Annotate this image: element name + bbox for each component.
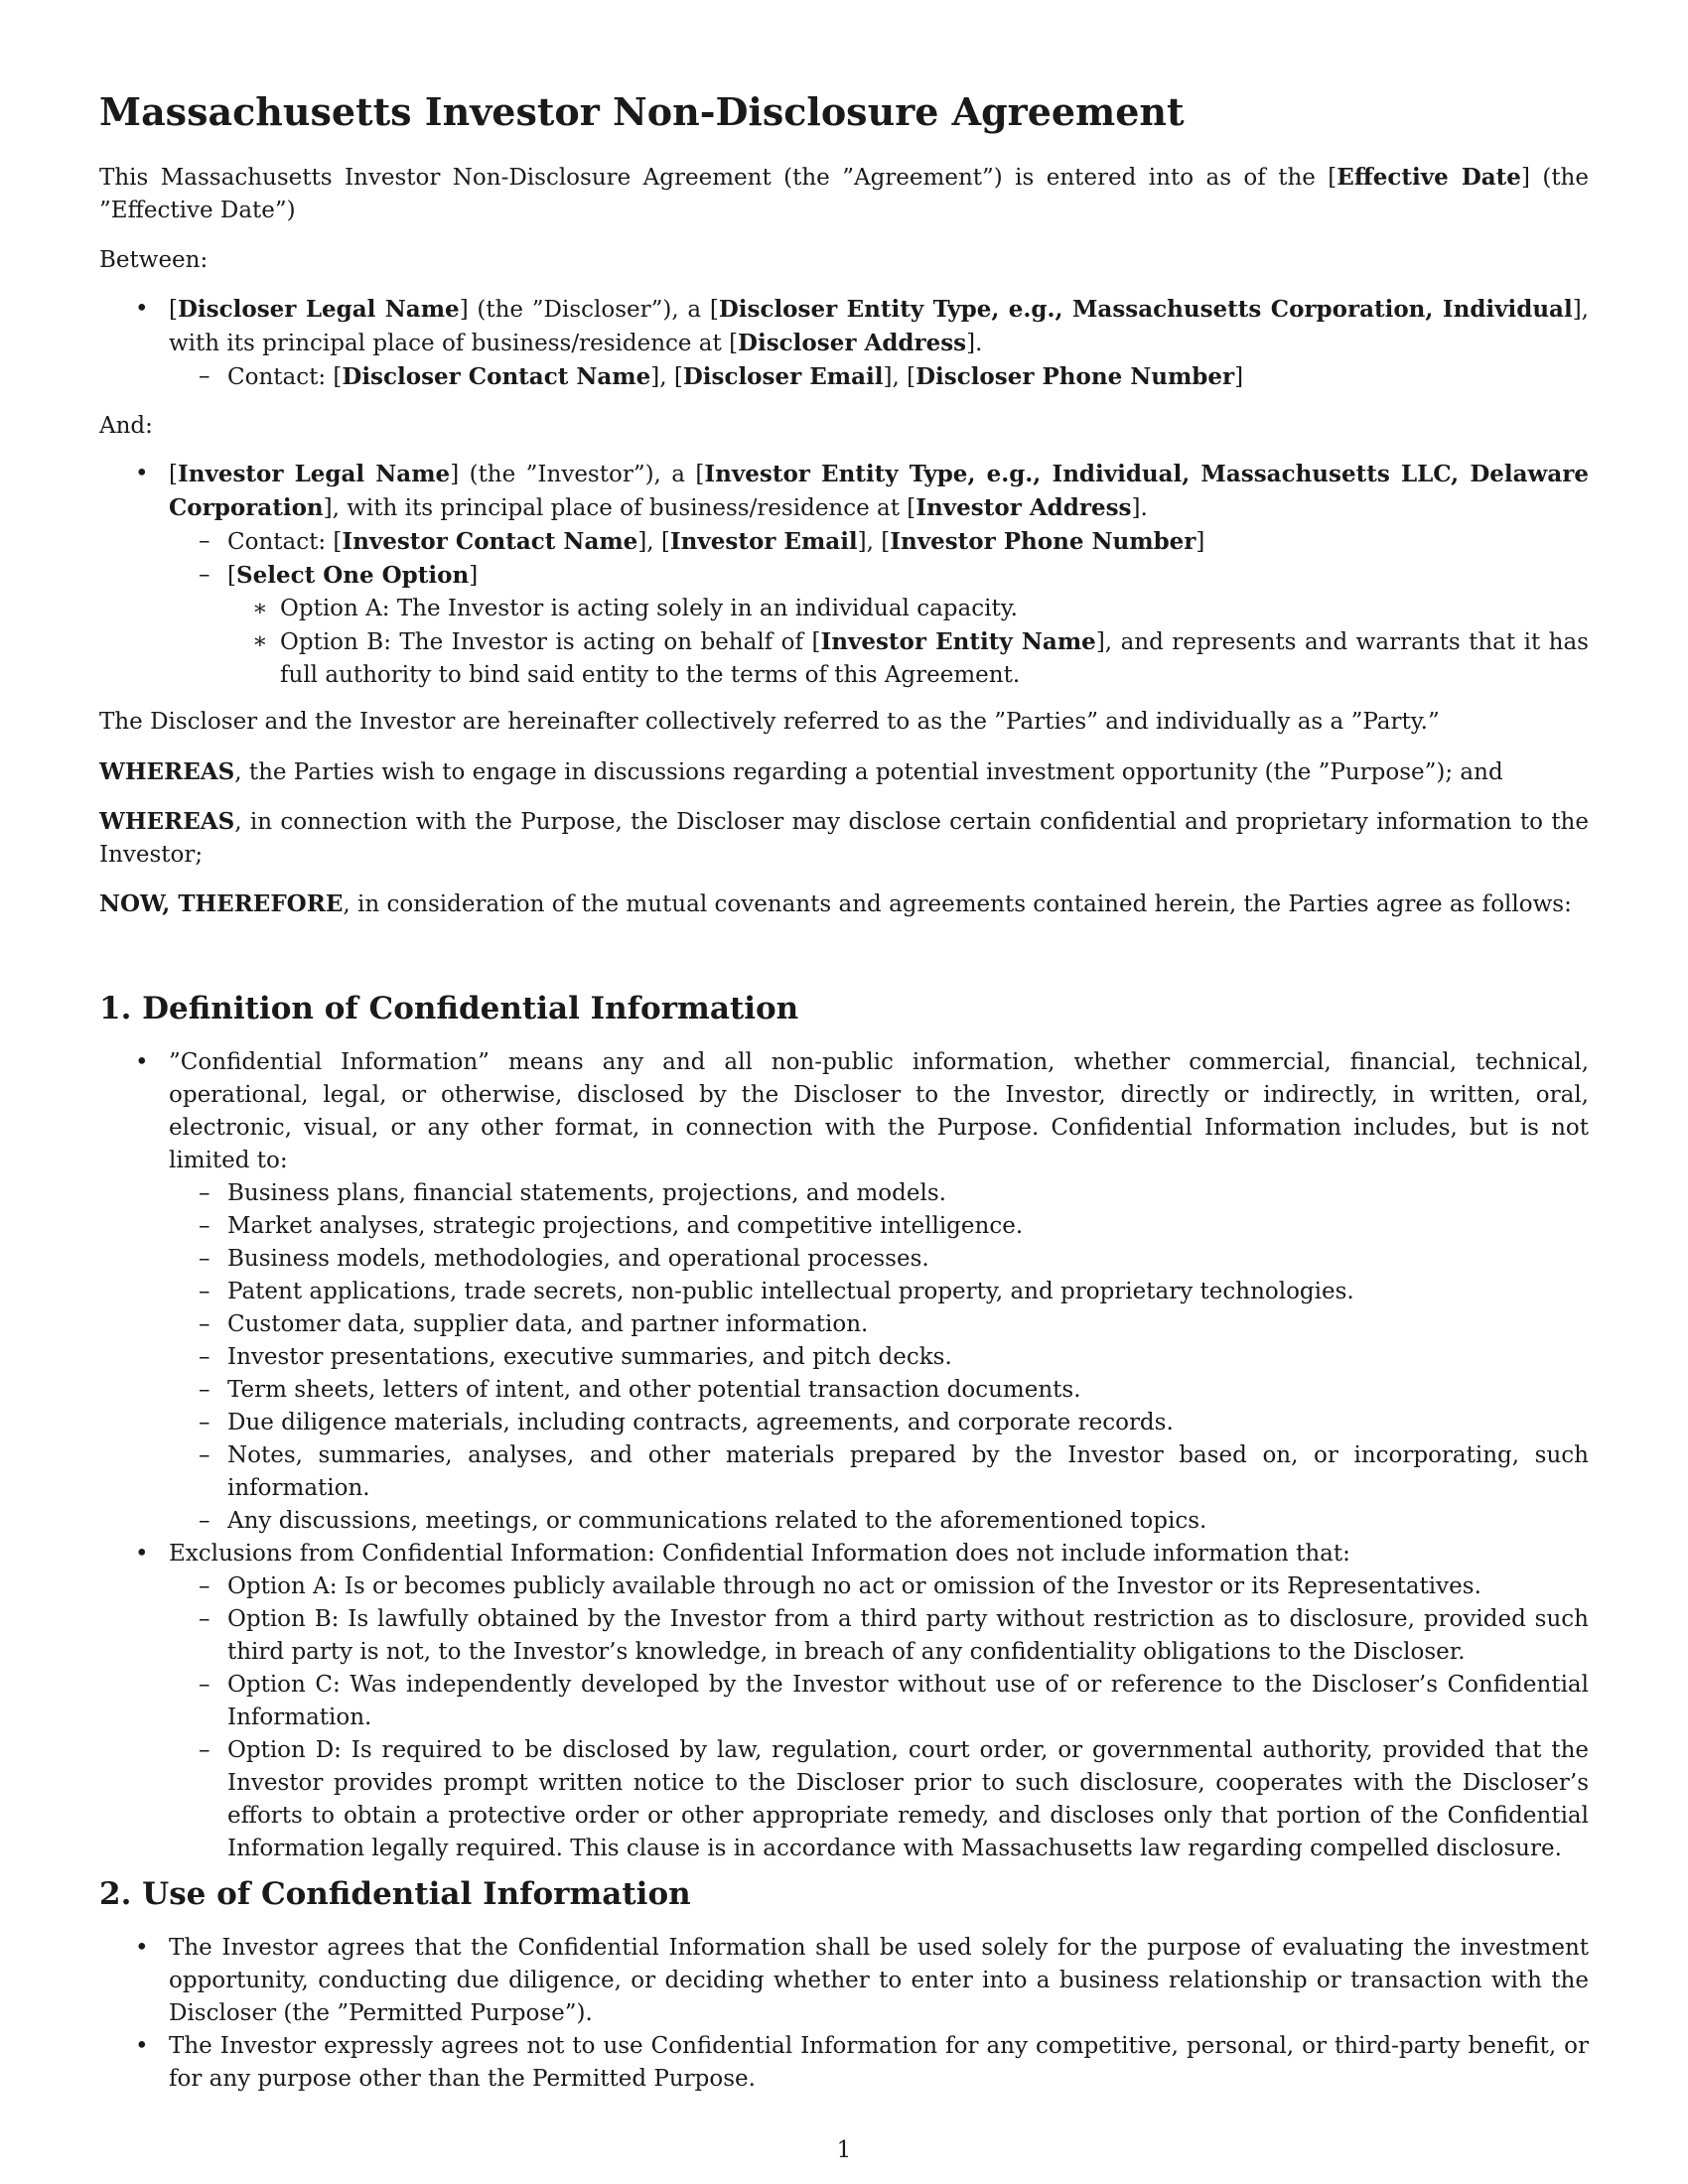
confidential-info-item: – Patent applications, trade secrets, non-public intellectual property, and proprietary technologies. [169, 1276, 1589, 1308]
investor-address: Investor Address [915, 494, 1132, 521]
use-clause-item: • The Investor expressly agrees not to use Confidential Information for any competitive, personal, or third-party benefit, or for any purpose other than the Permitted Purpose. [169, 2030, 1589, 2096]
discloser-address: Discloser Address [738, 330, 967, 356]
confidential-info-item: – Investor presentations, executive summaries, and pitch decks. [169, 1341, 1589, 1374]
discloser-item: • [Discloser Legal Name] (the ”Discloser”), a [Discloser Entity Type, e.g., Massachusetts Corporation, Individual], with its principal place of business/residence at [Discloser Address]. – Contact: [Discloser Contact Name], [Discloser Email], [Discloser Phone Number] [169, 293, 1589, 394]
confidential-info-item: – Market analyses, strategic projections, and competitive intelligence. [169, 1210, 1589, 1243]
exclusion-item: – Option B: Is lawfully obtained by the Investor from a third party without restriction as to disclosure, provided such third party is not, to the Investor’s knowledge, in breach of any confidentiality obligations to the Discloser. [169, 1603, 1589, 1669]
discloser-contact: – Contact: [Discloser Contact Name], [Discloser Email], [Discloser Phone Number] [169, 360, 1589, 394]
parties-paragraph: The Discloser and the Investor are hereinafter collectively referred to as the ”Parties” and individually as a ”Party.” [99, 709, 1440, 735]
investor-contact: – Contact: [Investor Contact Name], [Investor Email], [Investor Phone Number] [169, 525, 1589, 559]
section-2-heading: 2. Use of Confidential Information [99, 1876, 691, 1912]
now-therefore: NOW, THEREFORE, in consideration of the mutual covenants and agreements contained herein, the Parties agree as follows: [99, 890, 1572, 917]
effective-date-placeholder: Effective Date [1336, 164, 1521, 191]
investor-option-a: ∗ Option A: The Investor is acting solely in an individual capacity. [169, 593, 1589, 625]
investor-item: • [Investor Legal Name] (the ”Investor”), a [Investor Entity Type, e.g., Individual, Massachusetts LLC, Delaware Corporation], with its principal place of business/residence at [Investor Address]. – Contact: [Investor Contact Name], [Investor Email], [Investor Phone Number] – [Select One Option] ∗ Option A: The Investor is acting solely in an individual capacity. ∗ Option B: The Investor is acting on behalf of [Investor Entity Name], and represents and warrants that it has full authority to bind said entity to the terms of this Agreement. [169, 458, 1589, 692]
intro-paragraph: This Massachusetts Investor Non-Disclosure Agreement (the ”Agreement”) is entered into as of the [Effective Date] (the ”Effective Date”) [99, 164, 1589, 223]
confidential-info-item: – Term sheets, letters of intent, and other potential transaction documents. [169, 1374, 1589, 1407]
confidential-definition: • ”Confidential Information” means any and all non-public information, whether commercial, financial, technical, operational, legal, or otherwise, disclosed by the Discloser to the Investor, directly or indirectly, in written, oral, electronic, visual, or any other format, in connection with the Purpose. Confidential Information includes, but is not limited to: – Business plans, financial statements, projections, and models. – Market analyses, strategic projections, and competitive intelligence. – Business models, methodologies, and operational processes. – Patent applications, trade secrets, non-public intellectual property, and proprietary technologies. – Customer data, supplier data, and partner information. – Investor presentations, executive summaries, and pitch decks. – Term sheets, letters of intent, and other potential transaction documents. – Due diligence materials, including contracts, agreements, and corporate records. – Notes, summaries, analyses, and other materials prepared by the Investor based on, or incorporating, such information. – Any discussions, meetings, or communications related to the aforementioned topics. [169, 1046, 1589, 1538]
document-page [99, 0, 1589, 2184]
exclusion-item: – Option A: Is or becomes publicly available through no act or omission of the Investor or its Representatives. [169, 1570, 1589, 1603]
document-title: Massachusetts Investor Non-Disclosure Agreement [99, 89, 1185, 134]
page-number: 1 [836, 2137, 852, 2163]
discloser-block [99, 293, 1589, 394]
confidential-info-item: – Business plans, financial statements, projections, and models. [169, 1177, 1589, 1210]
investor-entity-type: Investor Entity Type, e.g., Individual, Massachusetts LLC, Delaware Corporation [169, 461, 1589, 521]
exclusions-item: • Exclusions from Confidential Information: Confidential Information does not include information that: – Option A: Is or becomes publicly available through no act or omission of the Investor or its Representatives. – Option B: Is lawfully obtained by the Investor from a third party without restriction as to disclosure, provided such third party is not, to the Investor’s knowledge, in breach of any confidentiality obligations to the Discloser. – Option C: Was independently developed by the Investor without use of or reference to the Discloser’s Confidential Information. – Option D: Is required to be disclosed by law, regulation, court order, or governmental authority, provided that the Investor provides prompt written notice to the Discloser prior to such disclosure, cooperates with the Discloser’s efforts to obtain a protective order or other appropriate remedy, and discloses only that portion of the Confidential Information legally required. This clause is in accordance with Massachusetts law regarding compelled disclosure. [169, 1538, 1589, 1865]
use-clause-item: • The Investor agrees that the Confidential Information shall be used solely for the purpose of evaluating the investment opportunity, conducting due diligence, or deciding whether to enter into a business relationship or transaction with the Discloser (the ”Permitted Purpose”). [169, 1932, 1589, 2030]
between-label: Between: [99, 247, 209, 273]
section-2-body [99, 1932, 1589, 2096]
section-1-heading: 1. Definition of Confidential Information [99, 991, 799, 1026]
investor-name: Investor Legal Name [177, 461, 451, 487]
whereas-2: WHEREAS, in connection with the Purpose, the Discloser may disclose certain confidential and proprietary information to the Investor; [99, 808, 1589, 868]
confidential-info-item: – Notes, summaries, analyses, and other materials prepared by the Investor based on, or incorporating, such information. [169, 1439, 1589, 1505]
investor-select-option: – [Select One Option] [169, 559, 1589, 593]
confidential-info-item: – Customer data, supplier data, and partner information. [169, 1308, 1589, 1341]
whereas-1: WHEREAS, the Parties wish to engage in discussions regarding a potential investment opportunity (the ”Purpose”); and [99, 758, 1503, 785]
exclusion-item: – Option C: Was independently developed by the Investor without use of or reference to the Discloser’s Confidential Information. [169, 1669, 1589, 1734]
discloser-entity-type: Discloser Entity Type, e.g., Massachusetts Corporation, Individual [718, 296, 1573, 323]
confidential-info-item: – Business models, methodologies, and operational processes. [169, 1243, 1589, 1276]
investor-block [99, 458, 1589, 692]
confidential-info-item: – Any discussions, meetings, or communications related to the aforementioned topics. [169, 1505, 1589, 1538]
section-1-body [99, 1046, 1589, 1865]
confidential-info-item: – Due diligence materials, including contracts, agreements, and corporate records. [169, 1407, 1589, 1439]
discloser-name: Discloser Legal Name [177, 296, 460, 323]
and-label: And: [99, 413, 153, 439]
exclusion-item: – Option D: Is required to be disclosed by law, regulation, court order, or governmental authority, provided that the Investor provides prompt written notice to the Discloser prior to such disclosure, cooperates with the Discloser’s efforts to obtain a protective order or other appropriate remedy, and discloses only that portion of the Confidential Information legally required. This clause is in accordance with Massachusetts law regarding compelled disclosure. [169, 1734, 1589, 1865]
investor-option-b: ∗ Option B: The Investor is acting on behalf of [Investor Entity Name], and represents and warrants that it has full authority to bind said entity to the terms of this Agreement. [169, 625, 1589, 692]
